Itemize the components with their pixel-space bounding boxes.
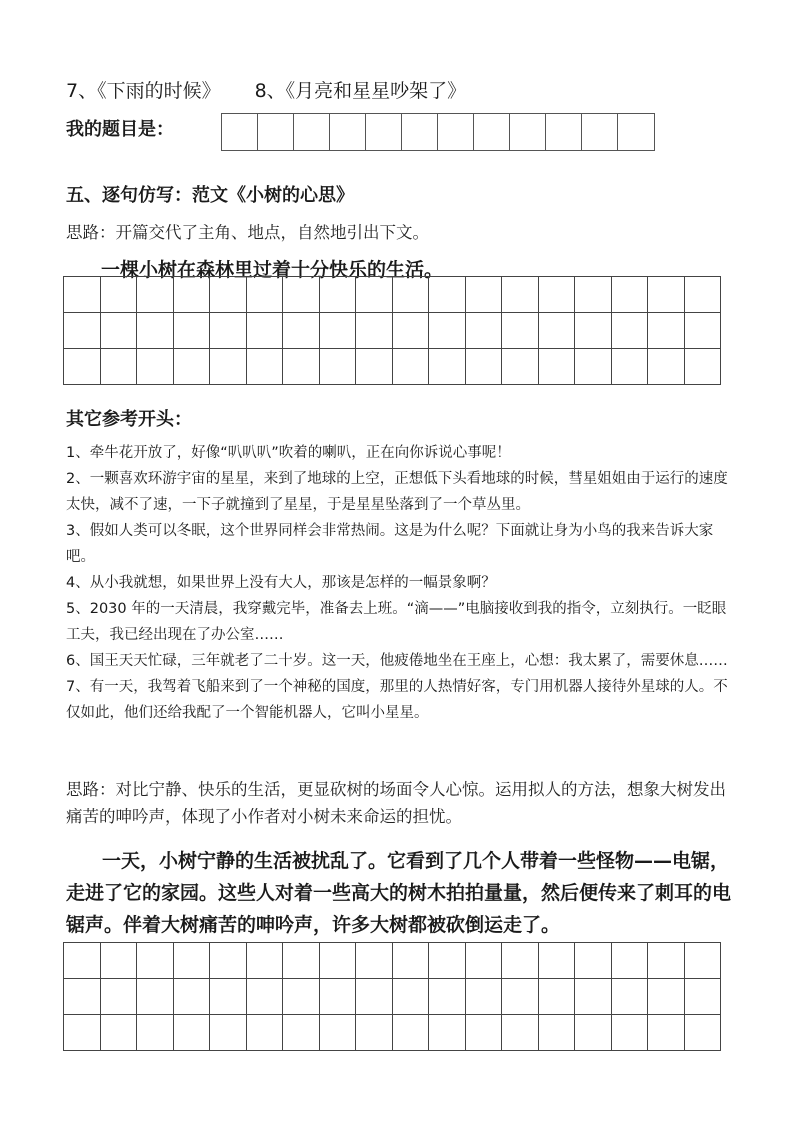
- title-box-cell[interactable]: [402, 114, 438, 150]
- grid-cell[interactable]: [429, 1015, 466, 1051]
- grid-cell[interactable]: [210, 277, 247, 313]
- grid-cell[interactable]: [539, 943, 576, 979]
- grid-cell[interactable]: [429, 943, 466, 979]
- grid-cell[interactable]: [174, 943, 211, 979]
- opening-item: 2、一颗喜欢环游宇宙的星星，来到了地球的上空，正想低下头看地球的时候，彗星姐姐由于运行的速度太快，减不了速，一下子就撞到了星星，于是星星坠落到了一个草丛里。: [66, 471, 728, 513]
- section5-heading: 五、逐句仿写：范文《小树的心思》: [66, 185, 354, 206]
- opening-item: 6、国王天天忙碌，三年就老了二十岁。这一天，他疲倦地坐在王座上，心想：我太累了，需要休息……: [66, 653, 728, 669]
- grid-cell[interactable]: [101, 313, 138, 349]
- grid-cell[interactable]: [64, 277, 101, 313]
- grid-cell[interactable]: [137, 979, 174, 1015]
- grid-cell[interactable]: [64, 943, 101, 979]
- grid-cell[interactable]: [283, 979, 320, 1015]
- topic-item-8: 8、《月亮和星星吵架了》: [254, 80, 467, 102]
- grid-cell[interactable]: [575, 349, 612, 385]
- grid-cell[interactable]: [283, 277, 320, 313]
- grid-cell[interactable]: [685, 1015, 722, 1051]
- model-paragraph-2: 一天，小树宁静的生活被扰乱了。它看到了几个人带着一些怪物——电锯，走进了它的家园。这些人对着一些高大的树木拍拍量量，然后便传来了刺耳的电锯声。伴着大树痛苦的呻吟声，许多大树都被砍倒运走了。: [66, 850, 732, 936]
- grid-cell[interactable]: [685, 277, 722, 313]
- grid-cell[interactable]: [466, 349, 503, 385]
- grid-cell[interactable]: [539, 349, 576, 385]
- grid-cell[interactable]: [575, 277, 612, 313]
- grid-cell[interactable]: [247, 313, 284, 349]
- grid-cell[interactable]: [210, 349, 247, 385]
- grid-cell[interactable]: [174, 979, 211, 1015]
- grid-cell[interactable]: [174, 1015, 211, 1051]
- grid-cell[interactable]: [137, 943, 174, 979]
- grid-cell[interactable]: [174, 313, 211, 349]
- grid-cell[interactable]: [575, 313, 612, 349]
- grid-cell[interactable]: [575, 943, 612, 979]
- grid-cell[interactable]: [429, 313, 466, 349]
- other-openings-list: [66, 440, 734, 726]
- grid-cell[interactable]: [320, 943, 357, 979]
- grid-cell[interactable]: [247, 1015, 284, 1051]
- my-title-label: 我的题目是：: [66, 119, 174, 140]
- grid-cell[interactable]: [137, 277, 174, 313]
- grid-cell[interactable]: [612, 1015, 649, 1051]
- model-sentence-1: 一棵小树在森林里过着十分快乐的生活。: [101, 259, 444, 281]
- grid-cell[interactable]: [356, 1015, 393, 1051]
- grid-cell[interactable]: [283, 349, 320, 385]
- grid-cell[interactable]: [137, 349, 174, 385]
- grid-cell[interactable]: [466, 1015, 503, 1051]
- grid-cell[interactable]: [64, 313, 101, 349]
- grid-cell[interactable]: [320, 979, 357, 1015]
- grid-cell[interactable]: [685, 943, 722, 979]
- grid-cell[interactable]: [210, 1015, 247, 1051]
- grid-cell[interactable]: [283, 943, 320, 979]
- grid-cell[interactable]: [393, 313, 430, 349]
- grid-cell[interactable]: [539, 979, 576, 1015]
- topic-options: [66, 76, 466, 103]
- grid-cell[interactable]: [685, 979, 722, 1015]
- grid-cell[interactable]: [356, 313, 393, 349]
- grid-cell[interactable]: [502, 349, 539, 385]
- grid-cell[interactable]: [101, 1015, 138, 1051]
- grid-cell[interactable]: [247, 277, 284, 313]
- grid-cell[interactable]: [575, 979, 612, 1015]
- grid-cell[interactable]: [539, 277, 576, 313]
- grid-cell[interactable]: [466, 277, 503, 313]
- grid-cell[interactable]: [648, 313, 685, 349]
- grid-cell[interactable]: [137, 1015, 174, 1051]
- grid-cell[interactable]: [429, 979, 466, 1015]
- title-box-cell[interactable]: [330, 114, 366, 150]
- opening-item: 1、牵牛花开放了，好像“叭叭叭”吹着的喇叭，正在向你诉说心事呢！: [66, 445, 511, 461]
- title-box-cell[interactable]: [618, 114, 654, 150]
- grid-cell[interactable]: [101, 277, 138, 313]
- grid-cell[interactable]: [320, 277, 357, 313]
- writing-grid-2[interactable]: [63, 942, 721, 1051]
- grid-cell[interactable]: [648, 1015, 685, 1051]
- grid-cell[interactable]: [502, 313, 539, 349]
- grid-cell[interactable]: [64, 349, 101, 385]
- grid-cell[interactable]: [539, 1015, 576, 1051]
- grid-cell[interactable]: [502, 1015, 539, 1051]
- title-box-cell[interactable]: [510, 114, 546, 150]
- grid-cell[interactable]: [247, 979, 284, 1015]
- title-box-cell[interactable]: [438, 114, 474, 150]
- other-openings-heading: 其它参考开头：: [66, 409, 192, 430]
- grid-cell[interactable]: [247, 943, 284, 979]
- grid-cell[interactable]: [210, 943, 247, 979]
- grid-cell[interactable]: [502, 979, 539, 1015]
- title-box-cell[interactable]: [582, 114, 618, 150]
- grid-cell[interactable]: [320, 313, 357, 349]
- grid-cell[interactable]: [393, 277, 430, 313]
- grid-cell[interactable]: [210, 979, 247, 1015]
- title-box-cell[interactable]: [546, 114, 582, 150]
- grid-cell[interactable]: [393, 943, 430, 979]
- grid-cell[interactable]: [466, 943, 503, 979]
- grid-cell[interactable]: [356, 943, 393, 979]
- grid-cell[interactable]: [101, 943, 138, 979]
- opening-item: 3、假如人类可以冬眠，这个世界同样会非常热闹。这是为什么呢？下面就让身为小鸟的我来告诉大家吧。: [66, 523, 714, 565]
- grid-cell[interactable]: [174, 277, 211, 313]
- grid-cell[interactable]: [320, 349, 357, 385]
- topic-item-7: 7、《下雨的时候》: [66, 80, 221, 102]
- grid-cell[interactable]: [210, 313, 247, 349]
- grid-cell[interactable]: [137, 313, 174, 349]
- title-box-cell[interactable]: [258, 114, 294, 150]
- opening-item: 5、2030 年的一天清晨，我穿戴完毕，准备去上班。“滴——”电脑接收到我的指令，立刻执行。一眨眼工夫，我已经出现在了办公室……: [66, 601, 727, 643]
- grid-cell[interactable]: [393, 1015, 430, 1051]
- writing-grid-1[interactable]: [63, 276, 721, 385]
- title-box-cell[interactable]: [474, 114, 510, 150]
- grid-cell[interactable]: [648, 943, 685, 979]
- grid-cell[interactable]: [393, 979, 430, 1015]
- my-title-input-boxes[interactable]: [221, 113, 655, 151]
- title-box-cell[interactable]: [294, 114, 330, 150]
- grid-cell[interactable]: [648, 349, 685, 385]
- grid-cell[interactable]: [174, 349, 211, 385]
- opening-item: 4、从小我就想，如果世界上没有大人，那该是怎样的一幅景象啊？: [66, 575, 496, 591]
- grid-cell[interactable]: [539, 313, 576, 349]
- grid-cell[interactable]: [393, 349, 430, 385]
- grid-cell[interactable]: [612, 313, 649, 349]
- grid-cell[interactable]: [101, 349, 138, 385]
- grid-cell[interactable]: [320, 1015, 357, 1051]
- grid-cell[interactable]: [685, 313, 722, 349]
- grid-cell[interactable]: [502, 943, 539, 979]
- grid-cell[interactable]: [356, 349, 393, 385]
- grid-cell[interactable]: [612, 277, 649, 313]
- grid-cell[interactable]: [429, 349, 466, 385]
- grid-cell[interactable]: [356, 277, 393, 313]
- title-box-cell[interactable]: [366, 114, 402, 150]
- grid-cell[interactable]: [612, 349, 649, 385]
- grid-cell[interactable]: [466, 313, 503, 349]
- grid-cell[interactable]: [283, 313, 320, 349]
- hint-1: 思路：开篇交代了主角、地点，自然地引出下文。: [66, 223, 429, 242]
- grid-cell[interactable]: [356, 979, 393, 1015]
- grid-cell[interactable]: [612, 979, 649, 1015]
- grid-cell[interactable]: [64, 1015, 101, 1051]
- grid-cell[interactable]: [502, 277, 539, 313]
- grid-cell[interactable]: [648, 277, 685, 313]
- grid-cell[interactable]: [429, 277, 466, 313]
- grid-cell[interactable]: [648, 979, 685, 1015]
- hint-2: 思路：对比宁静、快乐的生活，更显砍树的场面令人心惊。运用拟人的方法，想象大树发出痛苦的呻吟声，体现了小作者对小树未来命运的担忧。: [66, 780, 726, 826]
- grid-cell[interactable]: [283, 1015, 320, 1051]
- grid-cell[interactable]: [466, 979, 503, 1015]
- title-box-cell[interactable]: [222, 114, 258, 150]
- grid-cell[interactable]: [575, 1015, 612, 1051]
- opening-item: 7、有一天，我驾着飞船来到了一个神秘的国度，那里的人热情好客，专门用机器人接待外星球的人。不仅如此，他们还给我配了一个智能机器人，它叫小星星。: [66, 679, 728, 721]
- grid-cell[interactable]: [612, 943, 649, 979]
- grid-cell[interactable]: [64, 979, 101, 1015]
- grid-cell[interactable]: [685, 349, 722, 385]
- grid-cell[interactable]: [101, 979, 138, 1015]
- grid-cell[interactable]: [247, 349, 284, 385]
